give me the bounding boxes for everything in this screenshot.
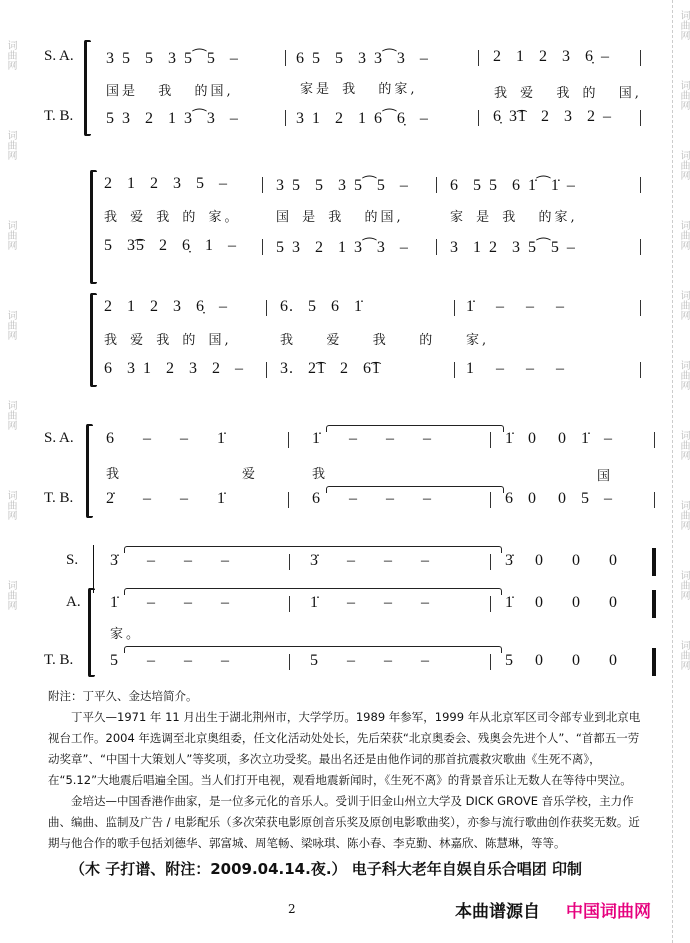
barline bbox=[478, 50, 479, 66]
barline bbox=[490, 596, 491, 612]
measure: 2̇ – – 1̇ bbox=[106, 490, 226, 507]
system-brace bbox=[86, 424, 93, 518]
part-label-tb: T. B. bbox=[44, 490, 74, 506]
barline bbox=[262, 177, 263, 193]
measure: 6 0 0 5 – bbox=[505, 490, 613, 507]
lyric: 家是 我 的家, bbox=[300, 82, 418, 97]
lyric: 国是 我 的国, bbox=[106, 84, 234, 99]
barline bbox=[490, 654, 491, 670]
part-label-a: A. bbox=[66, 594, 81, 610]
barline bbox=[289, 654, 290, 670]
system-brace bbox=[84, 40, 91, 136]
part-label-sa: S. A. bbox=[44, 48, 74, 64]
source-site-link[interactable]: 中国词曲网 bbox=[566, 902, 651, 922]
notes-paragraph: 丁平久—1971 年 11 月出生于湖北荆州市，大学学历。1989 年参军，1999 年从北京军区司令部专业到北京电视台工作。2004 年选调至北京奥组委，任文化活动处处长，先后荣获“北京奥委会、残奥会先进个人”、“首都五一劳动奖章”、“中国十大策划人”等奖项，多次立功受奖。最出名还是由他作词的那首抗震救灾歌曲《生死不离》，在“5.12”大地震后唱遍全国。当人们打开电视，观看地震新闻时，《生死不离》的背景音乐让无数人在等待中哭泣。 bbox=[48, 710, 641, 787]
barline bbox=[640, 110, 641, 126]
lyric: 我 爱 我 的 国, bbox=[104, 333, 232, 348]
barline bbox=[640, 177, 641, 193]
measure: 5 – – – bbox=[310, 652, 430, 669]
appendix-notes bbox=[48, 686, 648, 854]
measure: 6 – – – bbox=[312, 490, 432, 507]
barline bbox=[285, 50, 286, 66]
barline bbox=[266, 362, 267, 378]
barline bbox=[490, 432, 491, 448]
measure: 6. 5 6 1̇ bbox=[280, 298, 363, 315]
measure: 3̇ – – – bbox=[110, 552, 230, 569]
source-label: 本曲谱源自 bbox=[455, 902, 540, 922]
tie bbox=[326, 425, 504, 432]
lyric: 家, bbox=[466, 333, 490, 348]
barline bbox=[454, 300, 455, 316]
tie bbox=[124, 588, 502, 595]
barline bbox=[640, 239, 641, 255]
system-brace bbox=[90, 170, 97, 284]
part-label-sa: S. A. bbox=[44, 430, 74, 446]
lyric: 家 是 我 的家, bbox=[450, 210, 578, 225]
right-watermark: 词曲网 词曲网 词曲网 词曲网 词曲网 词曲网 词曲网 词曲网 词曲网 词曲网 bbox=[678, 10, 689, 670]
lyric: 我 bbox=[106, 467, 123, 482]
measure: 1 – – – bbox=[466, 360, 565, 377]
tie bbox=[326, 486, 504, 493]
barline bbox=[478, 110, 479, 126]
lyric: 国 是 我 的国, bbox=[276, 210, 404, 225]
barline bbox=[289, 554, 290, 570]
lyric: 我 爱 我 的 家。 bbox=[104, 210, 241, 225]
barline bbox=[266, 300, 267, 316]
notes-paragraph: 金培达—中国香港作曲家，是一位多元化的音乐人。受训于旧金山州立大学及 DICK GROVE 音乐学校，主力作曲、编曲、监制及广告 / 电影配乐（多次荣获电影原创音乐奖及原创电影歌曲奖），亦参与流行歌曲创作获奖无数。近期与他合作的歌手包括刘德华、郭富城、周笔畅、梁咏琪、陈小春、李克勤、林嘉欣、陈慧琳，等等。 bbox=[48, 794, 640, 850]
part-label-s: S. bbox=[66, 552, 79, 568]
system-brace bbox=[88, 588, 95, 677]
barline bbox=[285, 110, 286, 126]
tie bbox=[124, 646, 502, 653]
measure: 2 1 2 3 6̣ – bbox=[493, 48, 610, 65]
measure: 3 1 2 3 5⁀5 – bbox=[450, 239, 576, 256]
measure: 6 3 1 2 3 2 – bbox=[104, 360, 244, 377]
barline bbox=[289, 596, 290, 612]
measure: 3 5 5 3 5⁀5 – bbox=[276, 177, 409, 194]
measure: 6 5 5 6 1̇⁀1̇ – bbox=[450, 177, 576, 194]
barline bbox=[262, 239, 263, 255]
measure: 5 3 2 1 3⁀3 – bbox=[276, 239, 409, 256]
measure: 3̇ – – – bbox=[310, 552, 430, 569]
measure: 1̇ – – – bbox=[466, 298, 565, 315]
lyric: 爱 bbox=[242, 467, 259, 482]
lyric: 我 爱 我 的 国, bbox=[494, 86, 642, 101]
measure: 3̇ 0 0 0 bbox=[505, 552, 618, 569]
barline bbox=[288, 492, 289, 508]
final-barline bbox=[652, 548, 656, 576]
barline bbox=[436, 177, 437, 193]
left-watermark: 词曲网 词曲网 词曲网 词曲网 词曲网 词曲网 词曲网 bbox=[5, 40, 16, 610]
barline bbox=[654, 432, 655, 448]
barline bbox=[640, 300, 641, 316]
measure: 5 – – – bbox=[110, 652, 230, 669]
tie bbox=[124, 546, 502, 553]
part-label-tb: T. B. bbox=[44, 652, 74, 668]
measure: 1̇ 0 0 1̇ – bbox=[505, 430, 613, 447]
system-line bbox=[93, 545, 94, 593]
lyric: 国 bbox=[597, 469, 614, 484]
measure: 3 5 5 3 5⁀5 – bbox=[106, 50, 239, 67]
measure: 1̇ – – – bbox=[312, 430, 432, 447]
measure: 5 0 0 0 bbox=[505, 652, 618, 669]
part-label-tb: T. B. bbox=[44, 108, 74, 124]
measure: 2 1 2 3 5 – bbox=[104, 175, 228, 192]
measure: 2 1 2 3 6̣ – bbox=[104, 298, 228, 315]
lyric: 我 爱 我 的 bbox=[280, 333, 436, 348]
measure: 5 3͡5 2 6̣ 1 – bbox=[104, 237, 237, 254]
measure: 1̇ – – – bbox=[310, 594, 430, 611]
barline bbox=[436, 239, 437, 255]
final-barline bbox=[652, 648, 656, 676]
system-brace bbox=[90, 293, 97, 387]
measure: 3. 2͡1 2 6͡1 bbox=[280, 360, 381, 377]
barline bbox=[640, 362, 641, 378]
final-barline bbox=[652, 590, 656, 618]
barline bbox=[454, 362, 455, 378]
barline bbox=[490, 492, 491, 508]
measure: 6̣ 3͡1 2 3 2 – bbox=[493, 108, 612, 125]
measure: 3 1 2 1 6⁀6̣ – bbox=[296, 110, 429, 127]
measure: 1̇ – – – bbox=[110, 594, 230, 611]
measure: 6 5 5 3 3⁀3 – bbox=[296, 50, 429, 67]
barline bbox=[288, 432, 289, 448]
measure: 5 3 2 1 3⁀3 – bbox=[106, 110, 239, 127]
lyric: 我 bbox=[312, 467, 329, 482]
barline bbox=[490, 554, 491, 570]
page-edge-divider bbox=[672, 0, 673, 943]
measure: 6 – – 1̇ bbox=[106, 430, 226, 447]
credit-line: （木 子打谱、附注：2009.04.14.夜.） 电子科大老年自娱自乐合唱团 印制 bbox=[70, 860, 582, 878]
lyric: 家。 bbox=[110, 627, 143, 642]
notes-heading: 附注：丁平久、金达培简介。 bbox=[48, 689, 198, 703]
barline bbox=[640, 50, 641, 66]
measure: 1̇ 0 0 0 bbox=[505, 594, 618, 611]
barline bbox=[654, 492, 655, 508]
page-number: 2 bbox=[288, 902, 296, 916]
